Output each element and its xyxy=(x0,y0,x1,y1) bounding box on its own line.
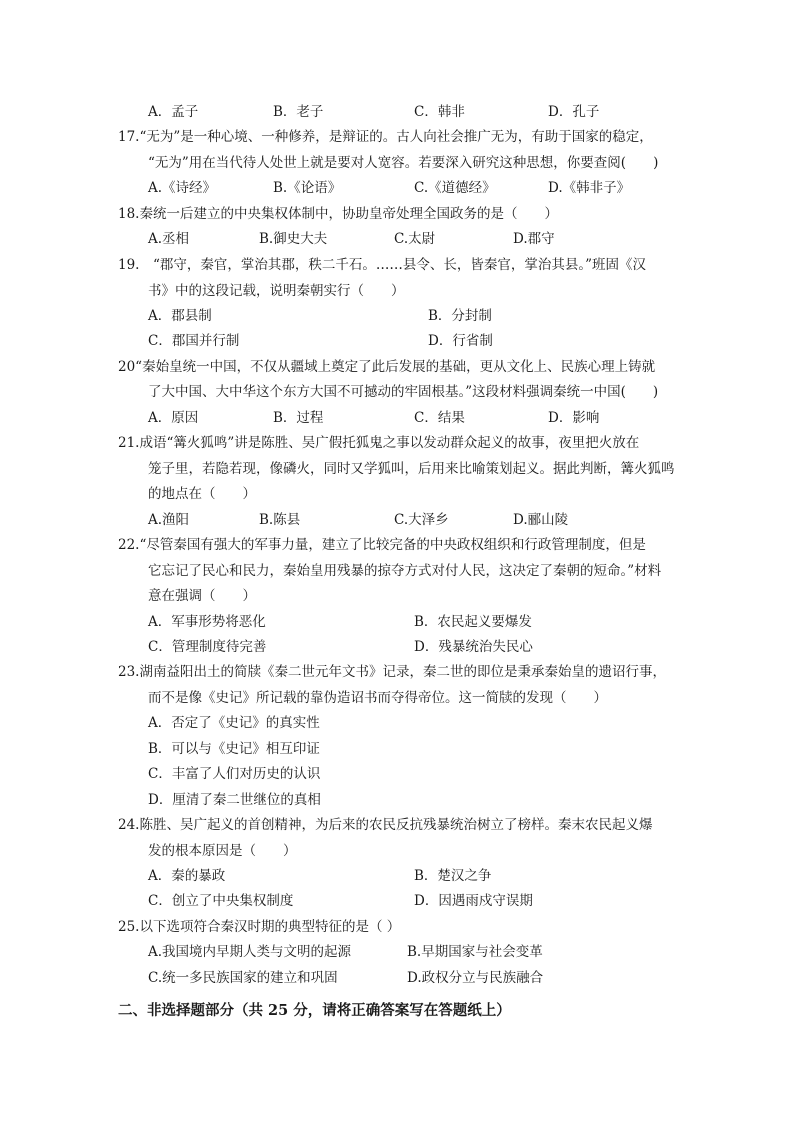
question-stem-line: 而不是像《史记》所记载的靠伪造诏书而夺得帝位。这一简牍的发现（ ） xyxy=(148,690,607,706)
option-a: A．军事形势将恶化 xyxy=(148,614,266,630)
option-d: D.郡守 xyxy=(513,231,555,247)
option-d: D．影响 xyxy=(548,410,600,426)
question-stem-line: 了大中国、大中华这个东方大国不可撼动的牢固根基。”这段材料强调秦统一中国( ) xyxy=(148,384,659,400)
question-stem-line: 18.秦统一后建立的中央集权体制中，协助皇帝处理全国政务的是（ ） xyxy=(118,206,558,222)
option-a: A．郡县制 xyxy=(148,308,212,324)
option-d: D．行省制 xyxy=(428,333,493,349)
question-stem-line: 17.“无为”是一种心境、一种修养，是辩证的。古人向社会推广无为，有助于国家的稳定， xyxy=(118,129,653,145)
option-a: A．孟子 xyxy=(148,104,199,120)
option-a: A．秦的暴政 xyxy=(148,868,226,884)
option-c: C.太尉 xyxy=(394,231,436,247)
question-stem-line: 它忘记了民心和民力，秦始皇用残暴的掠夺方式对付人民，这决定了秦朝的短命。”材料 xyxy=(148,563,662,579)
option-b: B.早期国家与社会变革 xyxy=(407,944,543,960)
option-b: B.御史大夫 xyxy=(259,231,328,247)
option-b: B．老子 xyxy=(273,104,324,120)
option-c: C．郡国并行制 xyxy=(148,333,240,349)
option-c: C.大泽乡 xyxy=(394,512,449,528)
option-d: D.《韩非子》 xyxy=(548,180,631,196)
option-c: C.统一多民族国家的建立和巩固 xyxy=(148,970,338,986)
question-stem-line: 24.陈胜、吴广起义的首创精神，为后来的农民反抗残暴统治树立了榜样。秦末农民起义爆 xyxy=(118,817,653,833)
option-b: B.陈县 xyxy=(259,512,301,528)
option-b: B．楚汉之争 xyxy=(414,868,492,884)
option-c: C．创立了中央集权制度 xyxy=(148,893,294,909)
option-a: A.丞相 xyxy=(148,231,190,247)
option-c: C．丰富了人们对历史的认识 xyxy=(148,766,321,782)
option-c: C．结果 xyxy=(414,410,465,426)
option-d: D.郦山陵 xyxy=(513,512,569,528)
question-stem-line: 21.成语“篝火狐鸣”讲是陈胜、吴广假托狐鬼之事以发动群众起义的故事，夜里把火放在 xyxy=(118,435,640,451)
option-a: A.我国境内早期人类与文明的起源 xyxy=(148,944,352,960)
question-stem-line: 的地点在（ ） xyxy=(148,486,256,502)
option-a: A．原因 xyxy=(148,410,199,426)
question-stem-line: 25.以下选项符合秦汉时期的典型特征的是（ ） xyxy=(118,919,401,935)
question-stem-line: 书》中的这段记载，说明秦朝实行（ ） xyxy=(148,283,405,299)
option-d: D．孔子 xyxy=(548,104,600,120)
option-b: B．农民起义要爆发 xyxy=(414,614,532,630)
option-a: A.《诗经》 xyxy=(148,180,217,196)
option-d: D．残暴统治失民心 xyxy=(414,639,533,655)
option-b: B．分封制 xyxy=(428,308,492,324)
question-stem-line: 发的根本原因是（ ） xyxy=(148,843,297,859)
section-heading: 二、非选择题部分（共 25 分，请将正确答案写在答题纸上） xyxy=(118,1002,511,1019)
question-stem-line: 20“秦始皇统一中国，不仅从疆域上奠定了此后发展的基础，更从文化上、民族心理上铸就 xyxy=(118,359,656,375)
question-stem-line: “无为”用在当代待人处世上就是要对人宽容。若要深入研究这种思想，你要查阅( ) xyxy=(148,155,659,171)
question-stem-line: 23.湖南益阳出土的简牍《秦二世元年文书》记录，秦二世的即位是秉承秦始皇的遗诏行事， xyxy=(118,664,666,680)
option-a: A.渔阳 xyxy=(148,512,190,528)
question-stem-line: 19. “郡守，秦官，掌治其郡，秩二千石。……县令、长，皆秦官，掌治其县。”班固《汉 xyxy=(118,257,647,273)
option-b: B．可以与《史记》相互印证 xyxy=(148,741,320,757)
option-d: D.政权分立与民族融合 xyxy=(407,970,544,986)
option-a: A．否定了《史记》的真实性 xyxy=(148,715,320,731)
question-stem-line: 22.“尽管秦国有强大的军事力量，建立了比较完备的中央政权组织和行政管理制度，但是 xyxy=(118,537,646,553)
option-c: C．管理制度待完善 xyxy=(148,639,267,655)
question-stem-line: 意在强调（ ） xyxy=(148,588,256,604)
option-c: C.《道德经》 xyxy=(414,180,496,196)
option-d: D．因遇雨戍守误期 xyxy=(414,893,533,909)
option-b: B．过程 xyxy=(273,410,324,426)
option-d: D．厘清了秦二世继位的真相 xyxy=(148,792,321,808)
option-c: C．韩非 xyxy=(414,104,465,120)
option-b: B.《论语》 xyxy=(273,180,342,196)
question-stem-line: 笼子里，若隐若现，像磷火，同时又学狐叫，后用来比喻策划起义。据此判断，篝火狐鸣 xyxy=(148,461,675,477)
